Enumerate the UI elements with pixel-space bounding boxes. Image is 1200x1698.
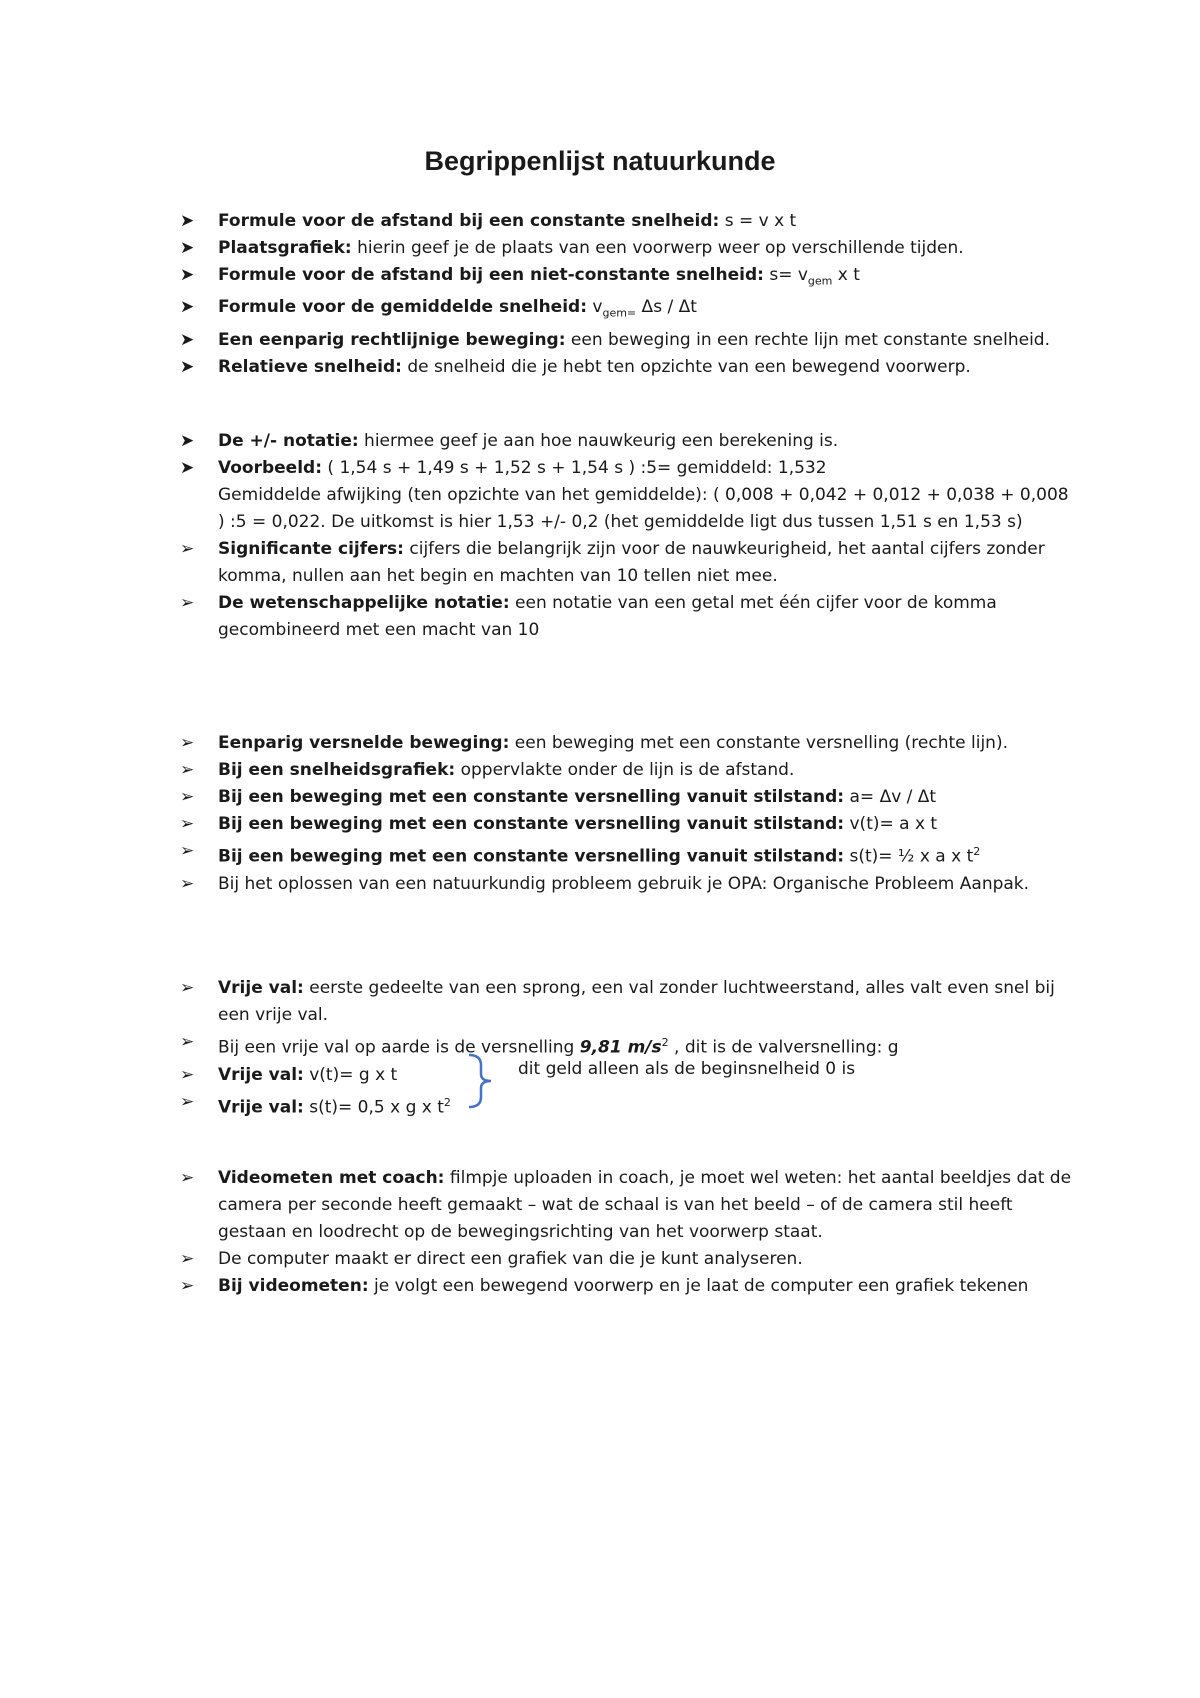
definition: s(t)= ½ x a x t (844, 846, 974, 867)
term: Formule voor de afstand bij een constante snelheid: (218, 211, 720, 231)
term: Bij een beweging met een constante versnelling vanuit stilstand: (218, 846, 845, 867)
list-item (180, 975, 1080, 1029)
arrow-bullet-icon (180, 811, 194, 838)
definition: hiermee geef je aan hoe nauwkeurig een berekening is. (358, 431, 839, 451)
term: Plaatsgrafiek: (218, 238, 352, 258)
definition: De computer maakt er direct een grafiek van die je kunt analyseren. (218, 1249, 803, 1269)
section-acceleration (180, 730, 1080, 898)
term: Bij een beweging met een constante versnelling vanuit stilstand: (218, 787, 845, 807)
definition: je volgt een bewegend voorwerp en je laat de computer een grafiek tekenen (368, 1276, 1029, 1296)
definition: x t (832, 265, 860, 285)
term: Voorbeeld: (218, 458, 322, 478)
term: Bij een beweging met een constante versnelling vanuit stilstand: (218, 814, 845, 834)
section-kinematics (180, 208, 1080, 381)
definition-continued: Gemiddelde afwijking (ten opzichte van het gemiddelde): ( 0,008 + 0,042 + 0,012 + 0,038 + 0,008 ) :5 = 0,022. De uitkomst is hier 1,53 +/- 0,2 (het gemiddelde ligt dus tussen 1,51 s en 1,53 s) (218, 485, 1069, 532)
section-video-measuring (180, 1165, 1080, 1300)
subscript: gem= (602, 306, 637, 320)
definition: oppervlakte onder de lijn is de afstand. (455, 760, 795, 780)
term: Formule voor de afstand bij een niet-constante snelheid: (218, 265, 764, 285)
list-item (180, 811, 1080, 838)
superscript: 2 (973, 845, 981, 858)
subscript: gem (807, 274, 833, 288)
definition: Bij een vrije val op aarde is de versnelling (218, 1037, 580, 1058)
arrow-bullet-icon (180, 1029, 194, 1056)
list-item (180, 730, 1080, 757)
arrow-bullet-icon (180, 784, 194, 811)
list-item (180, 294, 1080, 326)
arrow-bullet-icon (180, 235, 194, 262)
definition: Δs / Δt (636, 297, 697, 318)
section-free-fall (180, 975, 1080, 1121)
arrow-bullet-icon (180, 208, 194, 235)
arrow-bullet-icon (180, 327, 194, 354)
term: De +/- notatie: (218, 431, 359, 451)
right-brace-icon (465, 1052, 505, 1110)
free-fall-note: dit geld alleen als de beginsnelheid 0 is (518, 1059, 856, 1079)
arrow-bullet-icon (180, 838, 194, 865)
arrow-bullet-icon (180, 757, 194, 784)
list-item (180, 262, 1080, 294)
arrow-bullet-icon (180, 1165, 194, 1192)
list-item (180, 208, 1080, 235)
list-item (180, 838, 1080, 871)
definition: filmpje uploaden in coach, je moet wel weten: het aantal beeldjes dat de camera per seconde heeft gemaakt – wat de schaal is van het beeld – of de camera stil heeft gestaan en loodrecht op de bewegingsrichting van het voorwerp staat. (218, 1168, 1072, 1242)
definition: een beweging in een rechte lijn met constante snelheid. (565, 329, 1050, 350)
emphasis: 9,81 m/s (579, 1037, 662, 1058)
list-item (180, 871, 1080, 898)
term: Videometen met coach: (218, 1168, 445, 1188)
definition: eerste gedeelte van een sprong, een val zonder luchtweerstand, alles valt even snel bij een vrije val. (218, 978, 1055, 1025)
list-item (180, 455, 1080, 536)
list-item (180, 1273, 1080, 1300)
list-item (180, 428, 1080, 455)
definition: , dit is de valversnelling: g (668, 1037, 899, 1058)
section-measurement (180, 428, 1080, 644)
arrow-bullet-icon (180, 294, 194, 321)
arrow-bullet-icon (180, 1273, 194, 1300)
term: Bij videometen: (218, 1276, 369, 1296)
term: Relatieve snelheid: (218, 356, 402, 377)
term: De wetenschappelijke notatie: (218, 593, 510, 613)
definition: een beweging met een constante versnelling (rechte lijn). (509, 733, 1008, 753)
list-item (180, 757, 1080, 784)
arrow-bullet-icon (180, 1246, 194, 1273)
list-item (180, 327, 1080, 354)
superscript: 2 (661, 1036, 669, 1049)
term: Vrije val: (218, 1097, 304, 1118)
list-item (180, 354, 1080, 381)
list-item (180, 235, 1080, 262)
term: Eenparig versnelde beweging: (218, 733, 510, 753)
term: Een eenparig rechtlijnige beweging: (218, 329, 566, 350)
definition: s= v (763, 265, 808, 285)
arrow-bullet-icon (180, 975, 194, 1002)
arrow-bullet-icon (180, 1089, 194, 1116)
term: Bij een snelheidsgrafiek: (218, 760, 456, 780)
arrow-bullet-icon (180, 1062, 194, 1089)
arrow-bullet-icon (180, 536, 194, 563)
definition: s(t)= 0,5 x g x t (303, 1097, 444, 1118)
arrow-bullet-icon (180, 354, 194, 381)
definition: v(t)= a x t (844, 814, 938, 834)
definition: v(t)= g x t (303, 1064, 398, 1085)
list-item (180, 784, 1080, 811)
definition: v (587, 297, 603, 318)
term: Vrije val: (218, 1064, 304, 1085)
page-title: Begrippenlijst natuurkunde (424, 146, 776, 176)
arrow-bullet-icon (180, 730, 194, 757)
definition: Bij het oplossen van een natuurkundig probleem gebruik je OPA: Organische Probleem Aanpak. (218, 873, 1030, 894)
list-item (180, 1165, 1080, 1246)
definition: ( 1,54 s + 1,49 s + 1,52 s + 1,54 s ) :5= gemiddeld: 1,532 (322, 458, 827, 478)
list-item (180, 1246, 1080, 1273)
definition: hierin geef je de plaats van een voorwerp weer op verschillende tijden. (351, 238, 964, 258)
definition: a= Δv / Δt (844, 787, 937, 807)
list-item (180, 590, 1080, 644)
arrow-bullet-icon (180, 455, 194, 482)
definition: een notatie van een getal met één cijfer voor de komma gecombineerd met een macht van 10 (218, 593, 997, 640)
definition: s = v x t (719, 211, 797, 231)
arrow-bullet-icon (180, 262, 194, 289)
term: Vrije val: (218, 978, 304, 998)
term: Significante cijfers: (218, 539, 404, 559)
list-item (180, 1089, 1080, 1122)
term: Formule voor de gemiddelde snelheid: (218, 297, 587, 318)
definition: cijfers die belangrijk zijn voor de nauwkeurigheid, het aantal cijfers zonder komma, nullen aan het begin en machten van 10 tellen niet mee. (218, 539, 1045, 586)
arrow-bullet-icon (180, 590, 194, 617)
definition: de snelheid die je hebt ten opzichte van een bewegend voorwerp. (401, 356, 971, 377)
list-item (180, 536, 1080, 590)
arrow-bullet-icon (180, 871, 194, 898)
arrow-bullet-icon (180, 428, 194, 455)
superscript: 2 (443, 1095, 451, 1109)
